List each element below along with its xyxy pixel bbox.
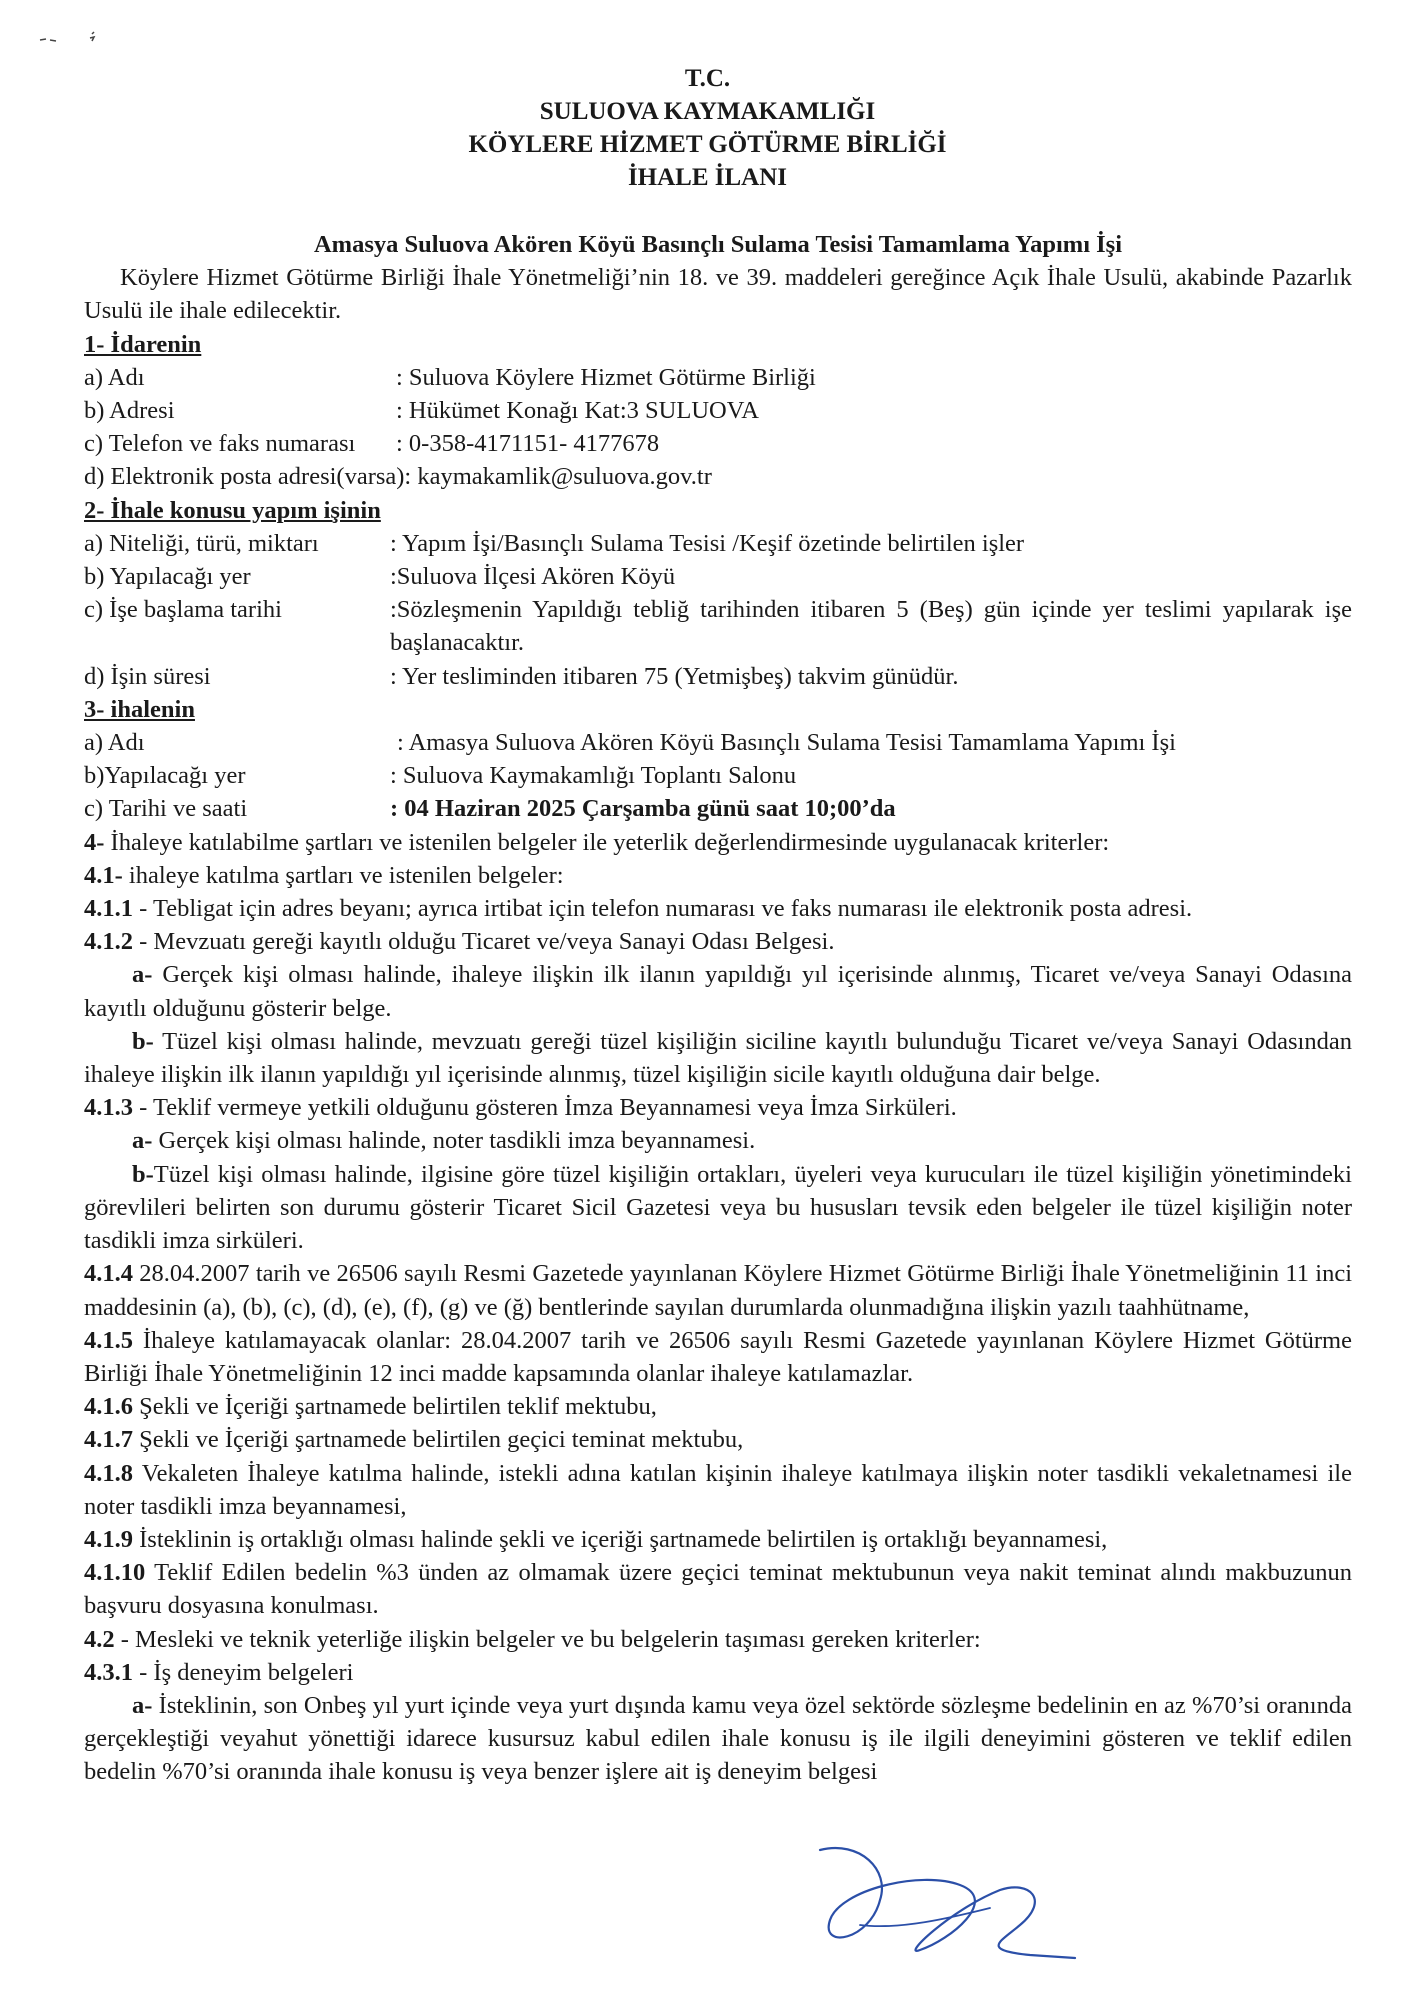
clause-number: 4.1.6 xyxy=(84,1393,133,1421)
section-2-row xyxy=(84,660,1352,693)
clause-4-2 xyxy=(84,1623,1352,1656)
clause-number: 4.1.2 xyxy=(84,928,133,956)
section-4-heading xyxy=(84,826,1352,859)
section-3-row xyxy=(84,759,1352,792)
clause-4-1-3-b xyxy=(84,1158,1352,1258)
clause-number: 4.2 xyxy=(84,1625,115,1653)
clause-4-1-1 xyxy=(84,892,1352,925)
row-value: :Suluova İlçesi Akören Köyü xyxy=(390,563,676,591)
row-label: d) İşin süresi xyxy=(84,662,211,690)
email-line: d) Elektronik posta adresi(varsa): kaymakamlik@suluova.gov.tr xyxy=(84,463,712,491)
section-3 xyxy=(84,693,1352,826)
row-label: c) Tarihi ve saati xyxy=(84,795,248,823)
section-3-row xyxy=(84,726,1352,759)
clause-number: b- xyxy=(132,1160,154,1188)
section-2-heading: 2- İhale konusu yapım işinin xyxy=(84,496,381,524)
clause-4-1-3 xyxy=(84,1091,1352,1124)
clause-text: İhaleye katılabilme şartları ve istenilen belgeler ile yeterlik değerlendirmesinde uygulanacak kriterler: xyxy=(104,828,1110,856)
clause-number: 4.3.1 xyxy=(84,1658,133,1686)
clause-number: 4.1.10 xyxy=(84,1559,146,1587)
clause-4-1-2 xyxy=(84,925,1352,958)
clause-text: Tüzel kişi olması halinde, ilgisine göre tüzel kişiliğin ortakları, üyeleri veya kurucuları ile tüzel kişiliğin yönetimindeki görevlileri belirten son durumu gösterir Ticaret Sicil Gazetesi veya bu hususları tevsik eden belgeler ile tüzel kişiliğin noter tasdikli imza sirküleri. xyxy=(84,1160,1352,1255)
section-2-row xyxy=(84,593,1352,659)
clause-number: a- xyxy=(132,1127,153,1155)
clause-text: - Mevzuatı gereği kayıtlı olduğu Ticaret ve/veya Sanayi Odası Belgesi. xyxy=(133,928,835,956)
row-label: c) Telefon ve faks numarası xyxy=(84,430,356,458)
clause-number: 4.1.8 xyxy=(84,1459,133,1487)
header-line-2: SULUOVA KAYMAKAMLIĞI xyxy=(539,98,876,125)
clause-4-1-10 xyxy=(84,1556,1352,1622)
clause-number: 4- xyxy=(84,828,105,856)
row-label: a) Adı xyxy=(84,363,145,391)
section-1-row xyxy=(84,427,1352,460)
row-label: a) Adı xyxy=(84,729,145,757)
clause-4-1-2-a xyxy=(84,958,1352,1024)
clause-text: ihaleye katılma şartları ve istenilen belgeler: xyxy=(122,861,564,889)
section-1-row xyxy=(84,394,1352,427)
row-value: : Yapım İşi/Basınçlı Sulama Tesisi /Keşif özetinde belirtilen işler xyxy=(390,529,1025,557)
clause-text: - Teklif vermeye yetkili olduğunu gösteren İmza Beyannamesi veya İmza Sirküleri. xyxy=(133,1094,957,1122)
clause-number: 4.1.1 xyxy=(84,895,133,923)
row-label: b) Adresi xyxy=(84,397,175,425)
document-body xyxy=(84,228,1352,1789)
section-2-row xyxy=(84,560,1352,593)
section-1-row xyxy=(84,361,1352,394)
clause-text: İsteklinin, son Onbeş yıl yurt içinde veya yurt dışında kamu veya özel sektörde sözleşme bedelinin en az %70’si oranında gerçekleştiği veyahut yönettiği idarece kusursuz kabul edilen ihale konusu iş ile ilgili deneyimini gösteren ve teklif edilen bedelin %70’si oranında ihale konusu iş veya benzer işlere ait iş deneyim belgesi xyxy=(84,1691,1352,1786)
clause-4-1-2-b xyxy=(84,1025,1352,1091)
clause-number: 4.1.9 xyxy=(84,1525,133,1553)
row-label: b)Yapılacağı yer xyxy=(84,762,246,790)
section-2-row xyxy=(84,527,1352,560)
clause-text: İsteklinin iş ortaklığı olması halinde şekli ve içeriği şartnamede belirtilen iş ortaklığı beyannamesi, xyxy=(133,1525,1108,1553)
clause-4-1-6 xyxy=(84,1390,1352,1423)
clause-number: 4.1.7 xyxy=(84,1426,133,1454)
clause-number: a- xyxy=(132,1691,153,1719)
row-label: a) Niteliği, türü, miktarı xyxy=(84,529,319,557)
clause-number: 4.1- xyxy=(84,861,123,889)
row-value: : Yer tesliminden itibaren 75 (Yetmişbeş) takvim günüdür. xyxy=(390,662,959,690)
clause-text: - Tebligat için adres beyanı; ayrıca irtibat için telefon numarası ve faks numarası ile elektronik posta adresi. xyxy=(133,895,1193,923)
section-4 xyxy=(84,826,1352,1789)
clause-4-1-4 xyxy=(84,1257,1352,1323)
clause-number: 4.1.5 xyxy=(84,1326,133,1354)
header-line-3: KÖYLERE HİZMET GÖTÜRME BİRLİĞİ xyxy=(468,131,947,158)
clause-4-1 xyxy=(84,859,1352,892)
clause-number: a- xyxy=(132,961,153,989)
clause-text: - Mesleki ve teknik yeterliğe ilişkin belgeler ve bu belgelerin taşıması gereken kriterler: xyxy=(114,1625,981,1653)
clause-4-1-3-a xyxy=(84,1124,1352,1157)
clause-text: Şekli ve İçeriği şartnamede belirtilen geçici teminat mektubu, xyxy=(133,1426,744,1454)
clause-4-1-9 xyxy=(84,1523,1352,1556)
clause-text: Gerçek kişi olması halinde, noter tasdikli imza beyannamesi. xyxy=(152,1127,756,1155)
header-line-1: T.C. xyxy=(684,65,731,92)
handwritten-signature xyxy=(800,1830,1100,1980)
section-3-heading: 3- ihalenin xyxy=(84,695,195,723)
clause-4-3-1 xyxy=(84,1656,1352,1689)
clause-text: Vekaleten İhaleye katılma halinde, istekli adına katılan kişinin ihaleye katılmaya ilişkin noter tasdikli vekaletnamesi ile noter tasdikli imza beyannamesi, xyxy=(84,1459,1352,1520)
row-value: :Sözleşmenin Yapıldığı tebliğ tarihinden itibaren 5 (Beş) gün içinde yer teslimi yapılarak işe başlanacaktır. xyxy=(390,596,1352,657)
clause-4-1-7 xyxy=(84,1423,1352,1456)
tender-title: Amasya Suluova Akören Köyü Basınçlı Sulama Tesisi Tamamlama Yapımı İşi xyxy=(313,231,1123,258)
document-header xyxy=(0,62,1415,194)
section-2 xyxy=(84,494,1352,693)
header-line-4: İHALE İLANI xyxy=(627,164,788,191)
clause-text: 28.04.2007 tarih ve 26506 sayılı Resmi Gazetede yayınlanan Köylere Hizmet Götürme Birliği İhale Yönetmeliğinin 11 inci maddesinin (a), (b), (c), (d), (e), (f), (g) ve (ğ) bentlerinde sayılan durumlarda olunmadığına ilişkin yazılı taahhütname, xyxy=(84,1260,1352,1321)
row-label: c) İşe başlama tarihi xyxy=(84,596,282,624)
row-value: : Suluova Köylere Hizmet Götürme Birliği xyxy=(396,363,816,391)
clause-text: Teklif Edilen bedelin %3 ünden az olmamak üzere geçici teminat mektubunun veya nakit teminat alındı makbuzunun başvuru dosyasına konulması. xyxy=(84,1559,1352,1620)
row-value: : Hükümet Konağı Kat:3 SULUOVA xyxy=(396,397,759,425)
clause-4-1-8 xyxy=(84,1457,1352,1523)
clause-number: 4.1.4 xyxy=(84,1260,133,1288)
clause-text: Gerçek kişi olması halinde, ihaleye ilişkin ilk ilanın yapıldığı yıl içerisinde alınmış, Ticaret ve/veya Sanayi Odasına kayıtlı olduğunu gösterir belge. xyxy=(84,961,1352,1022)
scan-mark xyxy=(30,28,110,48)
clause-4-1-5 xyxy=(84,1324,1352,1390)
clause-number: 4.1.3 xyxy=(84,1094,133,1122)
clause-number: b- xyxy=(132,1027,154,1055)
row-value: : Suluova Kaymakamlığı Toplantı Salonu xyxy=(390,762,797,790)
row-value: : Amasya Suluova Akören Köyü Basınçlı Sulama Tesisi Tamamlama Yapımı İşi xyxy=(397,729,1176,757)
row-label: b) Yapılacağı yer xyxy=(84,563,251,591)
clause-text: Tüzel kişi olması halinde, mevzuatı gereği tüzel kişiliğin siciline kayıtlı bulunduğu Ticaret ve/veya Sanayi Odasından ihaleye ilişkin ilk ilanın yapıldığı yıl içerisinde alınmış, tüzel kişiliğin sicile kayıtlı olduğuna dair belge. xyxy=(84,1027,1352,1089)
clause-4-3-1-a xyxy=(84,1689,1352,1789)
clause-text: Şekli ve İçeriği şartnamede belirtilen teklif mektubu, xyxy=(133,1393,657,1421)
section-3-row xyxy=(84,792,1352,825)
section-1 xyxy=(84,328,1352,494)
row-value: : 0-358-4171151- 4177678 xyxy=(396,430,660,458)
section-1-heading: 1- İdarenin xyxy=(84,330,202,358)
tender-date-value: : 04 Haziran 2025 Çarşamba günü saat 10;00’da xyxy=(390,795,896,823)
clause-text: İhaleye katılamayacak olanlar: 28.04.2007 tarih ve 26506 sayılı Resmi Gazetede yayınlanan Köylere Hizmet Götürme Birliği İhale Yönetmeliğinin 12 inci madde kapsamında olanlar ihaleye katılamazlar. xyxy=(84,1326,1352,1387)
intro-paragraph: Köylere Hizmet Götürme Birliği İhale Yönetmeliği’nin 18. ve 39. maddeleri gereğince Açık İhale Usulü, akabinde Pazarlık Usulü ile ihale edilecektir. xyxy=(84,264,1352,325)
clause-text: - İş deneyim belgeleri xyxy=(133,1658,354,1686)
